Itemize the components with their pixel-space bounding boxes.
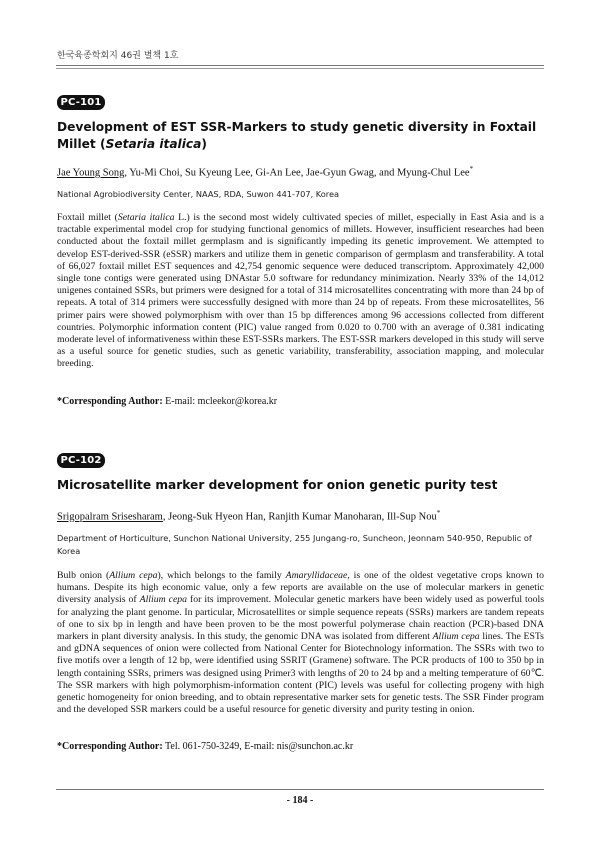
- species-name: Allium cepa: [109, 570, 158, 581]
- article-title: [57, 477, 547, 494]
- header-rule-thin: [56, 68, 544, 69]
- species-name: Allium cepa: [432, 631, 480, 643]
- article-id-badge: PC-102: [57, 453, 105, 468]
- co-authors: , Yu-Mi Choi, Su Kyeung Lee, Gi-An Lee, Jae-Gyun Gwag, and Myung-Chul Lee: [124, 167, 470, 179]
- corresponding-mark: *: [436, 509, 441, 517]
- affiliation: National Agrobiodiversity Center, NAAS, RDA, Suwon 441-707, Korea: [57, 189, 339, 199]
- corresponding-author: [57, 741, 353, 752]
- abstract-segment: Foxtail millet (: [57, 212, 118, 223]
- abstract-segment: ), which belongs to the family: [157, 570, 286, 581]
- page-number: - 184 -: [286, 795, 314, 806]
- corresponding-contact: E-mail: mcleekor@korea.kr: [165, 396, 278, 407]
- corresponding-author: [57, 396, 277, 407]
- abstract-segment: for its improvement. Molecular genetic markers have been widely used as powerful tools for analyzing the plant genome. In particular, Microsatellites or simple sequence repeats (SSRs) markers are tandem repeats of one to six bp in length and have been proven to be the most powerful polymerase chain reaction (PCR)-based DNA markers in plant diversity analysis. In this study, the genomic DNA was isolated from different: [57, 594, 545, 643]
- abstract-segment: , is one of the oldest vegetative crops known to humans. Despite its high economic value, only a few reports are available on the use of molecular markers in genetic diversity analysis of: [57, 570, 544, 606]
- corresponding-mark: *: [469, 165, 474, 173]
- species-name: Setaria italica: [117, 212, 175, 223]
- affiliation: Department of Horticulture, Sunchon National University, 255 Jungang-ro, Suncheon, Jeonnam 540-950, Republic of Korea: [57, 533, 532, 556]
- abstract-segment: lines. The ESTs and gDNA sequences of onion were collected from National Center for Biotechnology information. The SSRs with two to five motifs over a length of 12 bp, were identified using SSRIT (Gramene) software. The PCR products of 100 to 350 bp in length containing SSRs, primers was designed using Primer3 with lengths of 20 to 24 bp and a melting temperature of 60℃. The SSR markers with high polymorphism-information content (PIC) levels was useful for collecting progeny with high genetic homogeneity for onion breeding, and to obtain representative marker sets for genetic tests. The SSR Finder program and the developed SSR markers could be a useful resource for genetic diversity and purity testing in onion.: [57, 631, 544, 716]
- abstract-segment: Bulb onion (: [57, 570, 110, 581]
- author-list: [57, 507, 547, 524]
- title-close: ): [201, 136, 207, 151]
- corresponding-contact: Tel. 061-750-3249, E-mail: nis@sunchon.ac.kr: [165, 741, 354, 752]
- title-species: Setaria italica: [105, 136, 202, 151]
- title-text: Microsatellite marker development for onion genetic purity test: [57, 478, 498, 492]
- abstract-text: [57, 212, 544, 371]
- title-text: Development of EST SSR-Markers to study genetic diversity in Foxtail Millet (: [57, 120, 537, 151]
- first-author: Jae Young Song: [57, 167, 125, 179]
- abstract-text: [57, 570, 544, 716]
- abstract-segment: L.) is the second most widely cultivated species of millet, especially in East Asia and is a tractable experimental model crop for studying functional genomics of millets. However, insufficient researches had been conducted about the foxtail millet germplasm and is significantly impeding its genetic improvement. We attempted to develop EST-derived-SSR (eSSR) markers and utilize them in genetic comparison of germplasm and transferability. A total of 66,027 foxtail millet EST sequences and 42,754 genomic sequence were deduced transcriptom. Approximately 42,000 single tone contigs were generated using DNAstar 5.0 software for redundancy minimization. Nearly 33% of the 14,012 unigenes contained SSRs, but primers were designed for a total of 314 microsatellites concentrating with more than 24 bp of repeats. A total of 314 primers were successfully designed with more than 24 bp of repeats. From these microsatellites, 56 primer pairs were showed polymorphism with over than 15 bp differences among 96 accessions collected from different countries. Polymorphic information content (PIC) value ranged from 0.020 to 0.700 with an average of 0.381 indicating moderate level of informativeness within these EST-SSRs markers. The EST-SSR markers developed in this study will serve as a useful source for genetic studies, such as genetic variability, transferability, association mapping, and molecular breeding.: [57, 212, 545, 370]
- article-id-badge: PC-101: [57, 95, 105, 110]
- header-rule: [56, 65, 544, 66]
- species-name: Allium cepa: [139, 594, 188, 606]
- article-title: [57, 119, 547, 152]
- author-list: [57, 163, 547, 180]
- footer-rule: [56, 789, 544, 790]
- species-name: Amaryllidaceae: [285, 570, 348, 581]
- corresponding-label: *Corresponding Author:: [57, 396, 163, 407]
- first-author: Srigopalram Srisesharam: [57, 511, 163, 523]
- co-authors: , Jeong-Suk Hyeon Han, Ranjith Kumar Manoharan, Ill-Sup Nou: [162, 511, 437, 523]
- corresponding-label: *Corresponding Author:: [57, 741, 163, 752]
- journal-header: 한국육종학회지 46권 별책 1호: [57, 51, 179, 61]
